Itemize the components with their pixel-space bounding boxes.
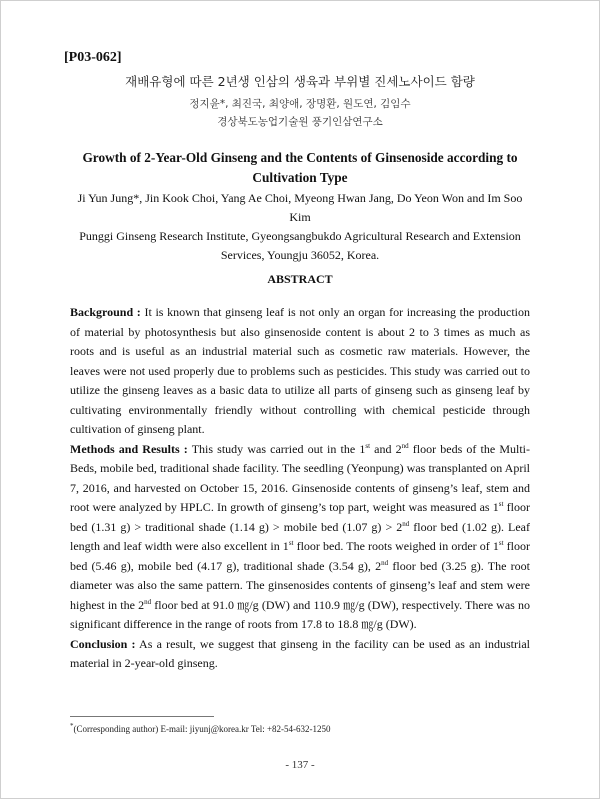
background-paragraph <box>70 303 530 440</box>
superscript: nd <box>401 441 409 450</box>
korean-affiliation: 경상북도농업기술원 풍기인삼연구소 <box>217 116 383 128</box>
english-affiliation: Punggi Ginseng Research Institute, Gyeongsangbukdo Agricultural Research and Extension Services, Youngju 36052, Korea. <box>79 229 521 262</box>
background-text: It is known that ginseng leaf is not only an organ for increasing the production of material by photosynthesis but also ginsenoside content is about 2 to 3 times as much as roots and is useful as an industrial material such as cosmetic raw materials. However, the leaves were not used properly due to problems such as pesticides. This study was carried out to utilize the ginseng leaves as a basic data to utilize all parts of ginseng such as ginseng leaf by cultivating environmentally friendly without controlling with chemical pesticide through cultivation of ginseng plant. <box>70 305 530 436</box>
superscript: st <box>288 539 294 547</box>
korean-authors: 정지윤*, 최진국, 최양애, 장명환, 원도연, 김임수 <box>189 98 411 110</box>
english-title: Growth of 2-Year-Old Ginseng and the Contents of Ginsenoside according to Cultivation Type <box>82 150 518 185</box>
methods-text: This study was carried out in the 1 <box>187 441 366 456</box>
methods-text: and 2 <box>370 441 402 456</box>
background-label: Background : <box>70 305 141 319</box>
superscript: st <box>498 500 504 508</box>
conclusion-text: As a result, we suggest that ginseng in the facility can be used as an industrial material in 2-year-old ginseng. <box>70 636 530 670</box>
superscript: nd <box>381 558 389 567</box>
conclusion-paragraph <box>70 635 530 674</box>
abstract-body <box>70 303 530 674</box>
methods-text: floor bed (3.25 g). The root diameter was also the same pattern. The ginsenosides contents of ginseng’s leaf and stem were highest in the 2 <box>70 558 530 612</box>
methods-text: floor bed. The roots weighed in order of 1 <box>293 539 499 553</box>
footnote-text: (Corresponding author) E-mail: jiyunj@korea.kr Tel: +82-54-632-1250 <box>73 724 331 734</box>
page-number: - 137 - <box>285 759 315 771</box>
superscript: nd <box>402 519 410 528</box>
korean-title: 재배유형에 따른 2년생 인삼의 생육과 부위별 진세노사이드 함량 <box>125 74 475 89</box>
abstract-heading: ABSTRACT <box>267 272 333 286</box>
methods-text: floor bed (1.31 g) > traditional shade (1.14 g) > mobile bed (1.07 g) > 2 <box>70 500 530 534</box>
methods-text: floor bed (1.02 g). Leaf length and leaf width were also excellent in 1 <box>70 519 530 553</box>
methods-text: floor beds of the Multi-Beds, mobile bed, traditional shade facility. The seedling (Yeonpung) was transplanted on April 7, 2016, and harvested on October 15, 2016. Ginsenoside contents of ginseng’s leaf, stem and root were analyzed by HPLC. In growth of ginseng’s top part, weight was measured as 1 <box>70 441 530 514</box>
superscript: st <box>498 539 504 547</box>
conclusion-label: Conclusion : <box>70 636 136 651</box>
footnote <box>70 724 331 734</box>
superscript: nd <box>144 597 152 606</box>
methods-paragraph <box>70 440 530 635</box>
english-authors: Ji Yun Jung*, Jin Kook Choi, Yang Ae Choi, Myeong Hwan Jang, Do Yeon Won and Im Soo Kim <box>77 191 523 224</box>
paper-code: [P03-062] <box>64 50 122 65</box>
methods-text: floor bed at 91.0 ㎎/g (DW) and 110.9 ㎎/g (DW), respectively. There was no significant difference in the range of roots from 17.8 to 18.8 ㎎/g (DW). <box>70 597 530 631</box>
superscript: st <box>365 441 371 450</box>
footnote-mark: * <box>70 722 74 730</box>
methods-text: floor bed (5.46 g), mobile bed (4.17 g), traditional shade (3.54 g), 2 <box>70 539 530 573</box>
methods-label: Methods and Results : <box>70 441 188 456</box>
footnote-divider <box>70 716 214 717</box>
